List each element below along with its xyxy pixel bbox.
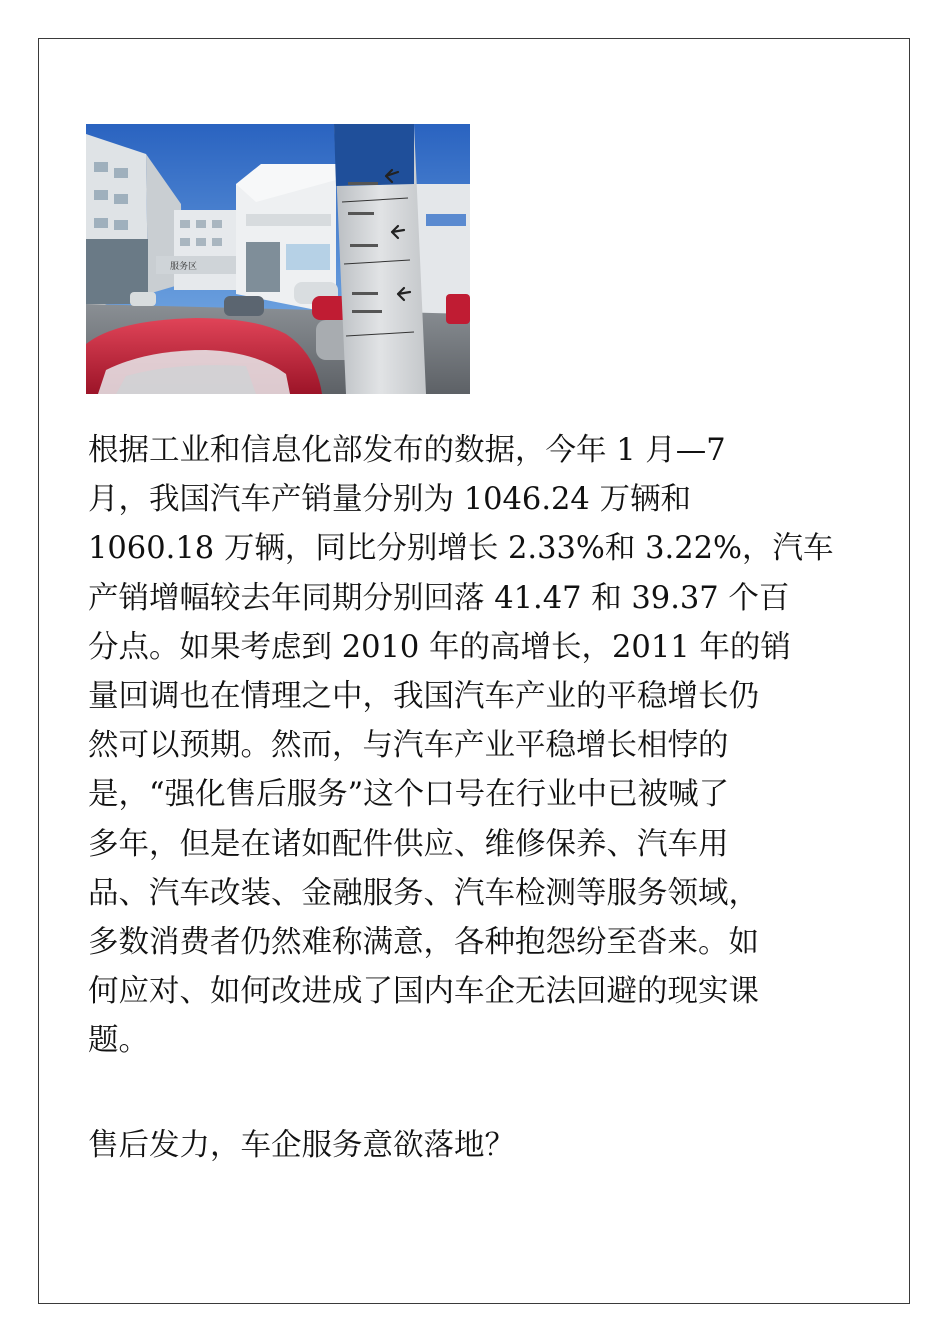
dealership-photo [86,124,470,394]
section-subheading: 售后发力，车企服务意欲落地？ [88,1128,515,1163]
paragraph-line: 分点。如果考虑到 2010 年的高增长，2011 年的销 [88,629,791,665]
paragraph-line: 是，“强化售后服务”这个口号在行业中已被喊了 [88,777,730,813]
paragraph-line: 何应对、如何改进成了国内车企无法回避的现实课 [88,974,759,1010]
building-sign-text: 服务区 [170,262,198,272]
paragraph-line: 月，我国汽车产销量分别为 1046.24 万辆和 [88,482,692,518]
paragraph-line: 根据工业和信息化部发布的数据，今年 1 月—7 [88,433,726,468]
paragraph-line: 产销增幅较去年同期分别回落 41.47 和 39.37 个百 [88,580,790,616]
paragraph-line: 1060.18 万辆，同比分别增长 2.33%和 3.22%，汽车 [88,531,834,567]
paragraph-line: 多年，但是在诸如配件供应、维修保养、汽车用 [88,826,729,862]
paragraph-line: 多数消费者仍然难称满意，各种抱怨纷至沓来。如 [88,925,759,961]
paragraph-line: 品、汽车改装、金融服务、汽车检测等服务领域， [88,875,759,911]
paragraph-line: 题。 [88,1023,149,1059]
paragraph-line: 然可以预期。然而，与汽车产业平稳增长相悖的 [88,728,729,764]
article-paragraph [88,426,868,1066]
paragraph-line: 量回调也在情理之中，我国汽车产业的平稳增长仍 [88,679,759,715]
